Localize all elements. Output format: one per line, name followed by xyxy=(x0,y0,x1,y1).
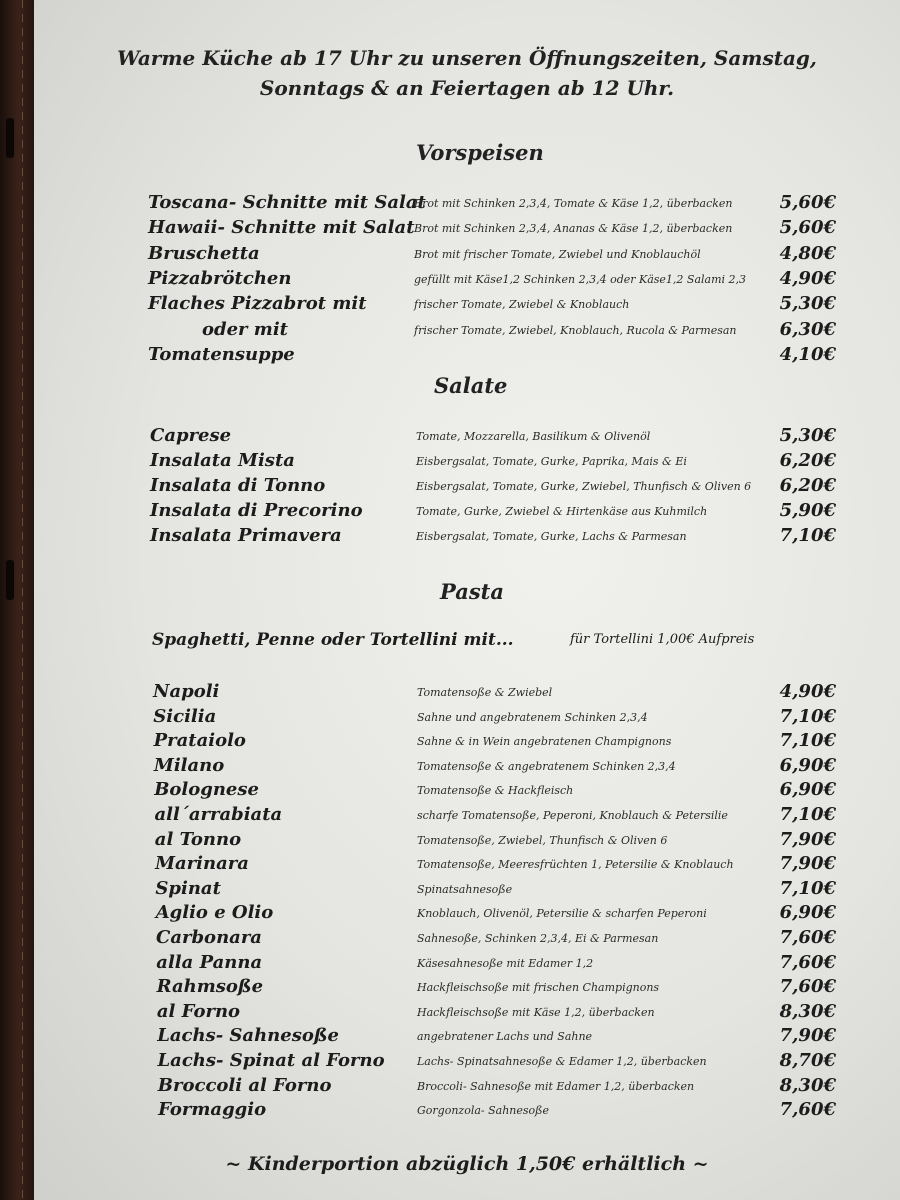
menu-item-price: 8,70€ xyxy=(779,1050,836,1071)
menu-item-row xyxy=(34,976,900,1000)
menu-item-description: Gorgonzola- Sahnesoße xyxy=(417,1104,550,1118)
menu-item-row xyxy=(34,1099,900,1123)
menu-item-price: 6,20€ xyxy=(779,475,836,496)
menu-item-row xyxy=(34,1001,900,1025)
menu-item-name: Flaches Pizzabrot mit xyxy=(148,293,367,315)
menu-item-name: Lachs- Spinat al Forno xyxy=(157,1050,385,1071)
menu-item-price: 7,90€ xyxy=(779,1025,836,1047)
menu-item-price: 7,60€ xyxy=(779,1099,836,1121)
menu-binder xyxy=(0,0,34,1200)
menu-item-name: Caprese xyxy=(150,425,232,446)
binder-rivet xyxy=(6,560,14,600)
menu-item-row xyxy=(34,1025,900,1049)
menu-item-name: Pizzabrötchen xyxy=(148,267,292,289)
menu-item-row xyxy=(34,243,900,267)
menu-item-price: 7,10€ xyxy=(779,804,836,825)
kids-portion-note: ~ Kinderportion abzüglich 1,50€ erhältlich ~ xyxy=(225,1153,709,1175)
menu-item-price: 4,10€ xyxy=(779,343,836,365)
binder-rivet xyxy=(6,118,14,158)
menu-item-description: Spinatsahnesoße xyxy=(417,882,513,896)
menu-item-price: 7,10€ xyxy=(779,705,836,727)
section-title-salate: Salate xyxy=(434,373,508,398)
menu-item-description: Tomatensoße, Meeresfrüchten 1, Petersilie & Knoblauch xyxy=(417,858,734,872)
menu-item-row xyxy=(34,902,900,926)
menu-item-row xyxy=(34,681,900,705)
menu-item-name: al Forno xyxy=(156,1000,241,1022)
menu-item-row xyxy=(34,525,900,549)
menu-item-name: Insalata di Tonno xyxy=(150,475,326,496)
menu-item-price: 7,10€ xyxy=(779,877,836,899)
menu-item-row xyxy=(34,779,900,803)
binder-stitching xyxy=(22,0,23,1200)
menu-item-price: 7,90€ xyxy=(779,853,836,875)
menu-item-description: Lachs- Spinatsahnesoße & Edamer 1,2, überbacken xyxy=(417,1055,707,1068)
menu-item-name: Tomatensuppe xyxy=(148,343,295,365)
menu-item-name: Rahmsoße xyxy=(156,976,264,998)
menu-item-name: all´arrabiata xyxy=(154,804,283,825)
menu-item-price: 7,60€ xyxy=(779,927,836,948)
menu-item-description: Sahnesoße, Schinken 2,3,4, Ei & Parmesan xyxy=(417,932,659,945)
menu-item-row xyxy=(34,475,900,499)
menu-item-price: 5,90€ xyxy=(779,500,836,521)
pasta-intro: Spaghetti, Penne oder Tortellini mit... xyxy=(152,630,514,650)
menu-item-description: Brot mit Schinken 2,3,4, Tomate & Käse 1,2, überbacken xyxy=(414,197,733,210)
menu-item-name: Napoli xyxy=(153,681,220,702)
menu-item-description: angebratener Lachs und Sahne xyxy=(417,1030,593,1044)
menu-item-description: gefüllt mit Käse1,2 Schinken 2,3,4 oder Käse1,2 Salami 2,3 xyxy=(414,272,747,286)
menu-item-row xyxy=(34,952,900,976)
menu-item-price: 8,30€ xyxy=(779,1000,836,1022)
menu-item-description: frischer Tomate, Zwiebel & Knoblauch xyxy=(414,298,630,312)
menu-item-name: Spinat xyxy=(155,877,221,899)
menu-item-row xyxy=(34,878,900,902)
menu-item-row xyxy=(34,192,900,216)
menu-item-description: Eisbergsalat, Tomate, Gurke, Paprika, Mais & Ei xyxy=(416,455,687,468)
menu-item-price: 7,60€ xyxy=(779,951,836,973)
menu-item-name: Formaggio xyxy=(158,1099,267,1121)
menu-item-row xyxy=(34,1050,900,1074)
menu-item-row xyxy=(34,853,900,877)
menu-item-price: 8,30€ xyxy=(779,1074,836,1096)
menu-item-price: 5,60€ xyxy=(779,192,836,213)
menu-item-description: Hackfleischsoße mit frischen Champignons xyxy=(417,981,660,995)
menu-item-name: Broccoli al Forno xyxy=(157,1074,332,1096)
menu-item-name: Milano xyxy=(153,754,225,776)
menu-item-row xyxy=(34,755,900,779)
menu-item-price: 4,80€ xyxy=(779,242,836,264)
menu-item-description: Broccoli- Sahnesoße mit Edamer 1,2, überbacken xyxy=(417,1079,695,1093)
menu-item-description: Käsesahnesoße mit Edamer 1,2 xyxy=(417,956,594,970)
menu-item-name: alla Panna xyxy=(156,951,263,973)
menu-item-price: 7,60€ xyxy=(779,976,836,998)
menu-item-name: Bruschetta xyxy=(148,242,260,264)
menu-item-name: Prataiolo xyxy=(153,730,246,752)
menu-item-row xyxy=(34,344,900,368)
menu-item-name: Marinara xyxy=(155,853,249,875)
menu-item-description: Hackfleischsoße mit Käse 1,2, überbacken xyxy=(417,1005,655,1019)
menu-item-price: 7,10€ xyxy=(779,525,836,546)
menu-item-price: 5,30€ xyxy=(779,293,836,315)
menu-item-description: Knoblauch, Olivenöl, Petersilie & scharfen Peperoni xyxy=(417,907,707,921)
menu-item-description: Eisbergsalat, Tomate, Gurke, Zwiebel, Thunfisch & Oliven 6 xyxy=(416,480,752,493)
menu-item-price: 6,30€ xyxy=(779,318,836,340)
menu-item-row xyxy=(34,927,900,951)
menu-item-description: Sahne & in Wein angebratenen Champignons xyxy=(417,735,672,749)
menu-item-price: 6,20€ xyxy=(779,450,836,471)
tortellini-surcharge-note: für Tortellini 1,00€ Aufpreis xyxy=(570,632,755,647)
menu-item-price: 5,60€ xyxy=(779,217,836,239)
menu-item-price: 6,90€ xyxy=(779,754,836,776)
menu-item-name: Aglio e Olio xyxy=(155,902,274,924)
menu-item-price: 6,90€ xyxy=(779,902,836,924)
menu-item-name: Insalata di Precorino xyxy=(150,500,363,521)
menu-item-description: Eisbergsalat, Tomate, Gurke, Lachs & Parmesan xyxy=(416,530,687,543)
menu-item-row xyxy=(34,450,900,474)
menu-item-price: 7,10€ xyxy=(779,730,836,752)
header-line-1: Warme Küche ab 17 Uhr zu unseren Öffnungszeiten, Samstag, xyxy=(117,46,817,70)
menu-item-row xyxy=(34,319,900,343)
menu-item-row xyxy=(34,268,900,292)
menu-item-name: al Tonno xyxy=(154,828,242,850)
menu-item-row xyxy=(34,293,900,317)
menu-item-name: Insalata Primavera xyxy=(150,525,342,546)
menu-page xyxy=(34,0,900,1200)
menu-item-name: Sicilia xyxy=(153,705,217,727)
menu-item-description: Brot mit Schinken 2,3,4, Ananas & Käse 1,2, überbacken xyxy=(414,222,733,236)
menu-item-row xyxy=(34,829,900,853)
menu-item-name: Insalata Mista xyxy=(150,450,295,471)
menu-item-price: 7,90€ xyxy=(779,828,836,850)
header-line-2: Sonntags & an Feiertagen ab 12 Uhr. xyxy=(259,76,675,100)
menu-item-row xyxy=(34,425,900,449)
menu-item-row xyxy=(34,1075,900,1099)
menu-item-description: Sahne und angebratenem Schinken 2,3,4 xyxy=(417,710,648,724)
section-title-pasta: Pasta xyxy=(440,579,504,604)
menu-item-price: 6,90€ xyxy=(779,779,836,801)
menu-item-name: oder mit xyxy=(202,318,288,340)
menu-item-row xyxy=(34,217,900,241)
menu-item-description: frischer Tomate, Zwiebel, Knoblauch, Rucola & Parmesan xyxy=(414,323,737,337)
section-title-vorspeisen: Vorspeisen xyxy=(416,140,544,165)
menu-item-row xyxy=(34,730,900,754)
menu-item-row xyxy=(34,804,900,828)
menu-item-name: Lachs- Sahnesoße xyxy=(157,1025,339,1047)
menu-item-name: Bolognese xyxy=(154,779,259,801)
menu-item-row xyxy=(34,706,900,730)
menu-item-price: 4,90€ xyxy=(779,267,836,289)
menu-item-description: Tomate, Gurke, Zwiebel & Hirtenkäse aus Kuhmilch xyxy=(416,505,708,518)
opening-hours-header xyxy=(34,43,900,103)
menu-item-name: Toscana- Schnitte mit Salat xyxy=(148,192,426,213)
menu-item-description: Brot mit frischer Tomate, Zwiebel und Knoblauchöl xyxy=(414,247,701,261)
menu-item-description: Tomatensoße, Zwiebel, Thunfisch & Oliven 6 xyxy=(417,833,668,847)
menu-item-price: 5,30€ xyxy=(779,425,836,446)
menu-item-row xyxy=(34,500,900,524)
menu-item-name: Hawaii- Schnitte mit Salat xyxy=(148,217,415,239)
menu-item-description: Tomate, Mozzarella, Basilikum & Olivenöl xyxy=(416,430,651,443)
menu-item-description: Tomatensoße & Hackfleisch xyxy=(417,784,574,798)
menu-item-description: Tomatensoße & Zwiebel xyxy=(417,686,553,699)
menu-item-description: scharfe Tomatensoße, Peperoni, Knoblauch & Petersilie xyxy=(417,809,728,822)
menu-item-name: Carbonara xyxy=(156,927,262,948)
menu-item-price: 4,90€ xyxy=(779,681,836,702)
menu-item-description: Tomatensoße & angebratenem Schinken 2,3,4 xyxy=(417,759,676,773)
